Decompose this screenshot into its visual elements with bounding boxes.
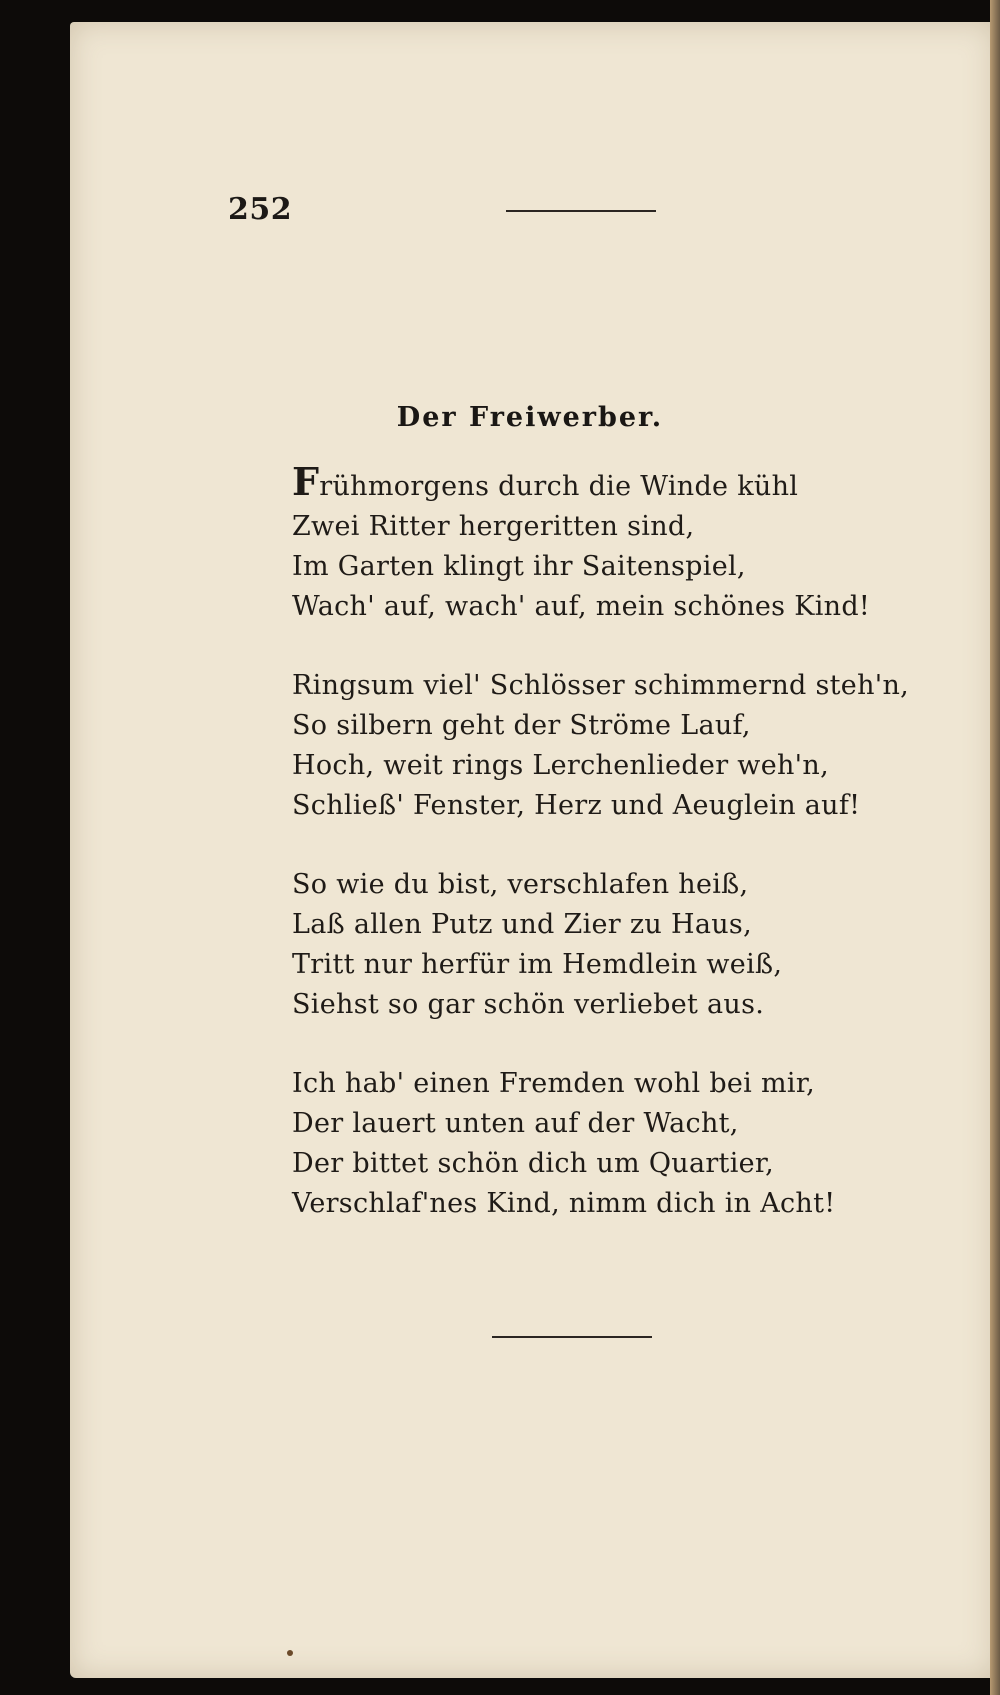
- stanza-1: [292, 459, 892, 627]
- poem-line: Ich hab' einen Fremden wohl bei mir,: [292, 1068, 815, 1099]
- poem-line: Hoch, weit rings Lerchenlieder weh'n,: [292, 750, 829, 781]
- poem-line: Wach' auf, wach' auf, mein schönes Kind!: [292, 591, 871, 622]
- scan-background-top: [0, 0, 1000, 20]
- poem-line: Verschlaf'nes Kind, nimm dich in Acht!: [292, 1188, 836, 1219]
- poem-line: Schließ' Fenster, Herz und Aeuglein auf!: [292, 790, 861, 821]
- poem-line: Laß allen Putz und Zier zu Haus,: [292, 909, 752, 940]
- poem-line: Tritt nur herfür im Hemdlein weiß,: [292, 949, 783, 980]
- poem-line: Der bittet schön dich um Quartier,: [292, 1148, 775, 1179]
- paper-speck: [287, 1650, 293, 1656]
- poem-line: So silbern geht der Ströme Lauf,: [292, 710, 751, 741]
- poem-title: Der Freiwerber.: [396, 402, 664, 433]
- poem-line: Zwei Ritter hergeritten sind,: [292, 511, 695, 542]
- stanza-4: [292, 1064, 892, 1224]
- stanza-2: [292, 666, 910, 826]
- poem-line: So wie du bist, verschlafen heiß,: [292, 869, 749, 900]
- poem-line: Frühmorgens durch die Winde kühl: [292, 459, 799, 504]
- poem-line: Ringsum viel' Schlösser schimmernd steh'n,: [292, 670, 910, 701]
- footer-rule: [492, 1336, 652, 1338]
- poem-line: Im Garten klingt ihr Saitenspiel,: [292, 551, 746, 582]
- stanza-3: [292, 865, 892, 1025]
- header-rule: [506, 210, 656, 212]
- poem-line: Der lauert unten auf der Wacht,: [292, 1108, 739, 1139]
- page-number: 252: [228, 192, 293, 227]
- page-edge: [990, 0, 1000, 1695]
- poem-line: Siehst so gar schön verliebet aus.: [292, 989, 765, 1020]
- poem-body: [292, 459, 910, 1263]
